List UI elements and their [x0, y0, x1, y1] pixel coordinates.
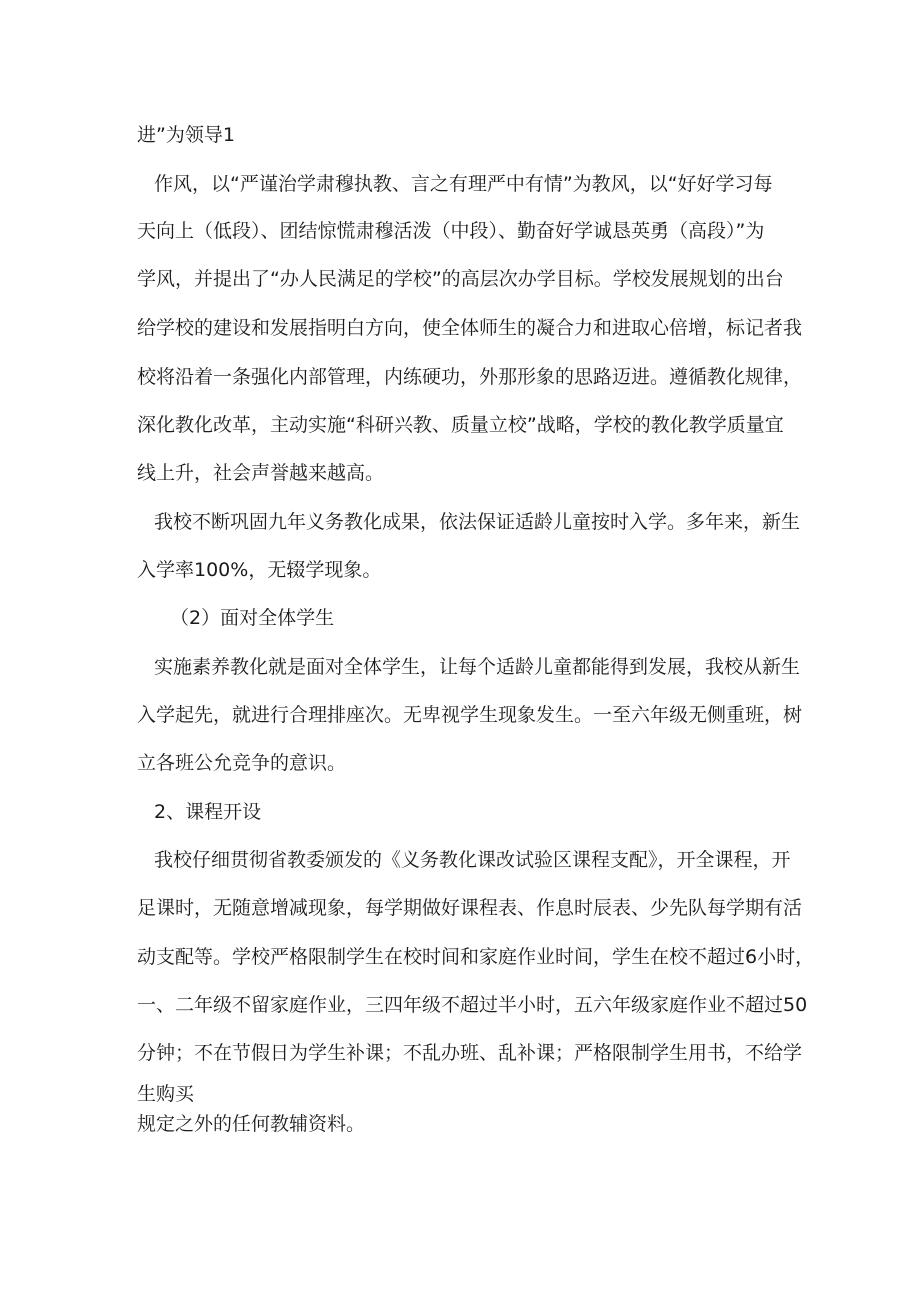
- text-line: 生购买: [137, 1083, 195, 1105]
- text-line: 足课时，无随意增减现象，每学期做好课程表、作息时辰表、少先队每学期有活: [137, 897, 803, 919]
- paragraph-start-line: 我校不断巩固九年义务教化成果，依法保证适龄儿童按时入学。多年来，新生: [154, 511, 801, 533]
- paragraph-start-line: 作风，以“严谨治学肃穆执教、言之有理严中有情”为教风，以“好好学习每: [154, 173, 773, 195]
- section-heading: 2、课程开设: [154, 801, 262, 823]
- text-line: 天向上（低段）、团结惊慌肃穆活泼（中段）、勤奋好学诚恳英勇（高段）”为: [137, 220, 765, 242]
- text-line: 一、二年级不留家庭作业，三四年级不超过半小时，五六年级家庭作业不超过50: [137, 994, 808, 1016]
- text-line: 校将沿着一条强化内部管理，内练硬功，外那形象的思路迈进。遵循教化规律，: [137, 366, 803, 388]
- section-heading: （2）面对全体学生: [170, 607, 335, 629]
- paragraph-start-line: 实施素养教化就是面对全体学生，让每个适龄儿童都能得到发展，我校从新生: [154, 656, 801, 678]
- paragraph-start-line: 我校仔细贯彻省教委颁发的《义务教化课改试验区课程支配》，开全课程，开: [154, 849, 791, 871]
- text-line: 动支配等。学校严格限制学生在校时间和家庭作业时间，学生在校不超过6小时，: [137, 946, 815, 968]
- text-line: 线上升，社会声誉越来越高。: [137, 462, 385, 484]
- text-line: 入学起先，就进行合理排座次。无卑视学生现象发生。一至六年级无侧重班，树: [137, 704, 803, 726]
- text-line: 分钟；不在节假日为学生补课；不乱办班、乱补课；严格限制学生用书，不给学: [137, 1042, 803, 1064]
- text-line: 立各班公允竞争的意识。: [137, 752, 347, 774]
- text-line: 规定之外的任何教辅资料。: [137, 1113, 366, 1135]
- text-line: 深化教化改革，主动实施“科研兴教、质量立校”战略，学校的教化教学质量宜: [137, 414, 784, 436]
- text-line: 给学校的建设和发展指明白方向，使全体师生的凝合力和进取心倍增，标记者我: [137, 317, 803, 339]
- text-line: 学风，并提出了“办人民满足的学校”的高层次办学目标。学校发展规划的出台: [137, 268, 784, 290]
- text-line: 进”为领导1: [137, 124, 235, 146]
- text-line: 入学率100%，无辍学现象。: [137, 559, 382, 581]
